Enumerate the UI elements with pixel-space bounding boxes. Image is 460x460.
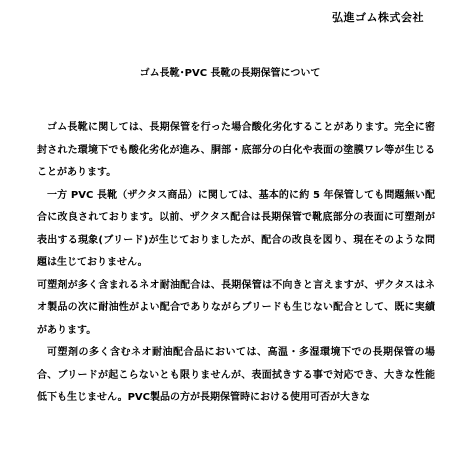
paragraph-neo-oil-resistant: 可塑剤が多く含まれるネオ耐油配合は、長期保管は不向きと言えますが、ザクタスはネオ製品の次に耐油性がよい配合でありながらブリードも生じない配合として、既に実績があります。 <box>37 279 435 336</box>
company-name: 弘進ゴム株式会社 <box>332 11 424 24</box>
paragraph-plasticizer-storage: 可塑剤の多く含むネオ耐油配合品においては、高温・多湿環境下での長期保管の場合、ブリードが起こらないとも限りませんが、表面拭きする事で対応でき、大きな性能低下も生じません。PVC製品の方が長期保管時における使用可否が大きな <box>37 347 435 403</box>
document-title: ゴム長靴･PVC 長靴の長期保管について <box>139 68 321 79</box>
document-body <box>37 117 435 410</box>
paragraph-pvc-boots: 一方 PVC 長靴（ザクタス商品）に関しては、基本的に約 5 年保管しても問題無い配合に改良されております。以前、ザクタス配合は長期保管で靴底部分の表面に可塑剤が表出する現象(ブリード)が生じておりましたが、配合の改良を図り、現在そのような問題は生じておりません。 <box>37 189 435 268</box>
paragraph-rubber-boots: ゴム長靴に関しては、長期保管を行った場合酸化劣化することがあります。完全に密封された環境下でも酸化劣化が進み、胴部・底部分の白化や表面の塗膜ワレ等が生じることがあります。 <box>37 122 435 178</box>
